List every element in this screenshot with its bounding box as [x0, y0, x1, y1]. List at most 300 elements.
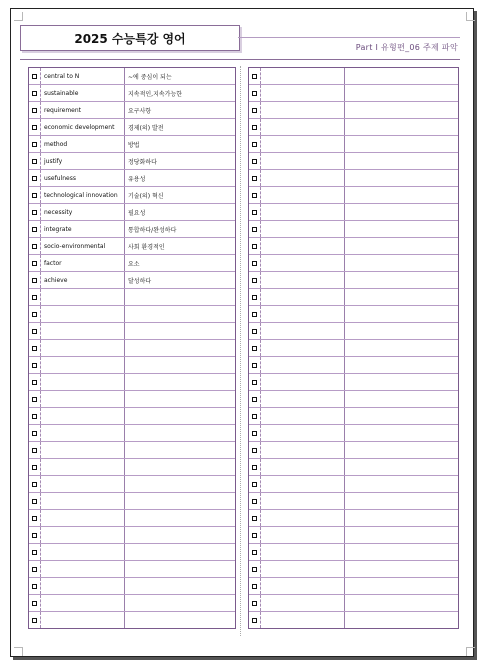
- vocab-row: [249, 340, 458, 357]
- vocab-meaning: ~에 중심이 되는: [125, 68, 236, 85]
- vocab-word: [261, 476, 345, 493]
- vocab-meaning: [125, 340, 236, 357]
- vocab-word: [41, 391, 125, 408]
- checkbox-square-icon[interactable]: [32, 312, 37, 317]
- vocab-word: [261, 85, 345, 102]
- checkbox-square-icon[interactable]: [252, 346, 257, 351]
- checkbox-square-icon[interactable]: [32, 465, 37, 470]
- checkbox-cell: [249, 425, 261, 442]
- checkbox-square-icon[interactable]: [252, 499, 257, 504]
- vocab-row: [29, 544, 235, 561]
- checkbox-cell: [29, 357, 41, 374]
- vocab-word: [41, 527, 125, 544]
- vocab-meaning: [345, 102, 459, 119]
- vocab-meaning: [345, 374, 459, 391]
- vocab-row: [249, 425, 458, 442]
- vocab-row: [249, 442, 458, 459]
- vocab-word: [261, 459, 345, 476]
- checkbox-cell: [249, 204, 261, 221]
- vocab-word: [261, 102, 345, 119]
- checkbox-square-icon[interactable]: [252, 431, 257, 436]
- checkbox-square-icon[interactable]: [252, 601, 257, 606]
- vocab-word: [41, 595, 125, 612]
- vocab-word: [41, 357, 125, 374]
- checkbox-cell: [249, 595, 261, 612]
- vocab-word: [41, 578, 125, 595]
- vocab-word: [41, 476, 125, 493]
- checkbox-cell: [29, 459, 41, 476]
- vocab-word: [261, 170, 345, 187]
- vocab-meaning: [125, 544, 236, 561]
- checkbox-cell: [29, 476, 41, 493]
- checkbox-cell: [29, 527, 41, 544]
- vocab-row: [249, 476, 458, 493]
- vocab-word: [261, 340, 345, 357]
- vocab-row: [29, 289, 235, 306]
- column-divider: [240, 66, 241, 636]
- checkbox-square-icon[interactable]: [252, 584, 257, 589]
- checkbox-cell: [249, 527, 261, 544]
- vocab-row: [29, 612, 235, 629]
- vocab-row: [249, 187, 458, 204]
- vocab-word: [41, 510, 125, 527]
- vocab-word: [261, 323, 345, 340]
- checkbox-cell: [29, 391, 41, 408]
- vocab-word: [261, 136, 345, 153]
- vocab-word: [41, 459, 125, 476]
- vocab-meaning: [345, 136, 459, 153]
- checkbox-cell: [29, 170, 41, 187]
- vocab-word: [41, 561, 125, 578]
- section-subtitle: Part Ⅰ 유형편_06 주제 파악: [355, 43, 458, 52]
- checkbox-cell: [249, 68, 261, 85]
- checkbox-square-icon[interactable]: [252, 193, 257, 198]
- vocab-word: [261, 595, 345, 612]
- vocab-word: [41, 612, 125, 629]
- checkbox-cell: [249, 170, 261, 187]
- checkbox-square-icon[interactable]: [252, 159, 257, 164]
- checkbox-square-icon[interactable]: [32, 329, 37, 334]
- checkbox-square-icon[interactable]: [32, 74, 37, 79]
- vocab-word: [261, 221, 345, 238]
- vocab-meaning: [345, 119, 459, 136]
- vocab-row: [249, 238, 458, 255]
- vocab-row: [29, 425, 235, 442]
- vocab-meaning: [125, 357, 236, 374]
- checkbox-square-icon[interactable]: [32, 176, 37, 181]
- vocab-row: [249, 153, 458, 170]
- checkbox-cell: [29, 187, 41, 204]
- vocab-row: [249, 68, 458, 85]
- checkbox-square-icon[interactable]: [252, 380, 257, 385]
- checkbox-square-icon[interactable]: [32, 601, 37, 606]
- checkbox-square-icon[interactable]: [32, 159, 37, 164]
- vocab-meaning: [125, 595, 236, 612]
- vocab-word: [261, 306, 345, 323]
- vocab-row: [29, 187, 235, 204]
- vocab-row: [29, 255, 235, 272]
- vocab-word: [261, 153, 345, 170]
- vocab-row: [29, 493, 235, 510]
- vocab-meaning: [345, 527, 459, 544]
- checkbox-cell: [249, 391, 261, 408]
- vocab-meaning: [345, 459, 459, 476]
- vocab-meaning: [125, 612, 236, 629]
- vocab-word: [261, 204, 345, 221]
- vocab-meaning: 달성하다: [125, 272, 236, 289]
- checkbox-square-icon[interactable]: [252, 465, 257, 470]
- checkbox-cell: [249, 136, 261, 153]
- checkbox-cell: [29, 510, 41, 527]
- vocab-meaning: [345, 204, 459, 221]
- vocab-row: [249, 170, 458, 187]
- vocab-meaning: [345, 595, 459, 612]
- vocab-row: [249, 578, 458, 595]
- vocab-row: [29, 476, 235, 493]
- checkbox-cell: [249, 612, 261, 629]
- checkbox-cell: [249, 357, 261, 374]
- vocab-meaning: [345, 561, 459, 578]
- checkbox-cell: [29, 408, 41, 425]
- vocab-meaning: [345, 272, 459, 289]
- checkbox-square-icon[interactable]: [32, 261, 37, 266]
- vocab-row: [29, 221, 235, 238]
- vocab-meaning: [345, 221, 459, 238]
- vocab-word: [261, 391, 345, 408]
- checkbox-square-icon[interactable]: [32, 533, 37, 538]
- checkbox-cell: [249, 340, 261, 357]
- checkbox-square-icon[interactable]: [252, 261, 257, 266]
- checkbox-cell: [29, 136, 41, 153]
- checkbox-cell: [249, 510, 261, 527]
- checkbox-square-icon[interactable]: [252, 210, 257, 215]
- vocab-meaning: [125, 442, 236, 459]
- vocab-word: technological innovation: [41, 187, 125, 204]
- vocab-word: [261, 68, 345, 85]
- vocab-row: [29, 238, 235, 255]
- vocab-row: [249, 493, 458, 510]
- checkbox-square-icon[interactable]: [32, 125, 37, 130]
- vocab-word: economic development: [41, 119, 125, 136]
- vocab-word: central to N: [41, 68, 125, 85]
- vocab-word: [261, 493, 345, 510]
- vocab-word: achieve: [41, 272, 125, 289]
- vocab-meaning: [345, 306, 459, 323]
- vocab-meaning: 지속적인,지속가능한: [125, 85, 236, 102]
- checkbox-square-icon[interactable]: [32, 91, 37, 96]
- checkbox-cell: [249, 561, 261, 578]
- vocab-row: [29, 578, 235, 595]
- vocab-row: [29, 595, 235, 612]
- checkbox-square-icon[interactable]: [252, 567, 257, 572]
- checkbox-square-icon[interactable]: [32, 295, 37, 300]
- vocab-meaning: [125, 408, 236, 425]
- checkbox-square-icon[interactable]: [252, 618, 257, 623]
- checkbox-cell: [29, 595, 41, 612]
- vocab-row: [29, 510, 235, 527]
- vocab-row: [249, 612, 458, 629]
- checkbox-cell: [249, 153, 261, 170]
- vocab-word: usefulness: [41, 170, 125, 187]
- checkbox-cell: [29, 255, 41, 272]
- vocab-word: [261, 527, 345, 544]
- vocab-meaning: [125, 459, 236, 476]
- vocab-row: [29, 527, 235, 544]
- vocab-word: necessity: [41, 204, 125, 221]
- checkbox-cell: [249, 85, 261, 102]
- checkbox-square-icon[interactable]: [32, 142, 37, 147]
- vocab-row: [29, 442, 235, 459]
- vocab-meaning: [345, 391, 459, 408]
- checkbox-square-icon[interactable]: [32, 550, 37, 555]
- checkbox-square-icon[interactable]: [32, 244, 37, 249]
- vocab-meaning: [345, 170, 459, 187]
- vocab-meaning: [345, 612, 459, 629]
- checkbox-square-icon[interactable]: [32, 193, 37, 198]
- vocab-meaning: [125, 391, 236, 408]
- checkbox-cell: [29, 238, 41, 255]
- checkbox-cell: [29, 340, 41, 357]
- vocab-meaning: [345, 255, 459, 272]
- checkbox-cell: [249, 289, 261, 306]
- checkbox-cell: [249, 238, 261, 255]
- vocab-meaning: [125, 323, 236, 340]
- vocab-word: [261, 408, 345, 425]
- checkbox-square-icon[interactable]: [252, 108, 257, 113]
- vocab-word: sustainable: [41, 85, 125, 102]
- checkbox-cell: [29, 561, 41, 578]
- vocab-meaning: [125, 527, 236, 544]
- vocab-word: [41, 306, 125, 323]
- checkbox-square-icon[interactable]: [32, 499, 37, 504]
- vocab-row: [29, 136, 235, 153]
- vocab-meaning: 기술(의) 혁신: [125, 187, 236, 204]
- checkbox-cell: [249, 408, 261, 425]
- vocab-word: [41, 544, 125, 561]
- vocab-row: [249, 391, 458, 408]
- checkbox-cell: [249, 323, 261, 340]
- vocab-row: [249, 374, 458, 391]
- vocab-meaning: 유용성: [125, 170, 236, 187]
- checkbox-square-icon[interactable]: [252, 414, 257, 419]
- vocab-word: [261, 357, 345, 374]
- checkbox-cell: [249, 187, 261, 204]
- checkbox-square-icon[interactable]: [252, 397, 257, 402]
- checkbox-cell: [29, 272, 41, 289]
- checkbox-square-icon[interactable]: [32, 431, 37, 436]
- crop-mark-top-left: [14, 12, 23, 21]
- checkbox-square-icon[interactable]: [252, 533, 257, 538]
- vocab-row: [29, 102, 235, 119]
- vocab-row: [249, 357, 458, 374]
- checkbox-square-icon[interactable]: [32, 482, 37, 487]
- checkbox-cell: [249, 374, 261, 391]
- checkbox-square-icon[interactable]: [252, 278, 257, 283]
- vocab-meaning: [345, 442, 459, 459]
- vocab-row: [29, 340, 235, 357]
- vocab-word: [261, 544, 345, 561]
- title-rule: [238, 37, 460, 38]
- header-divider: [20, 59, 460, 60]
- vocab-meaning: [125, 578, 236, 595]
- checkbox-square-icon[interactable]: [252, 227, 257, 232]
- vocab-list-left: [28, 67, 236, 629]
- vocab-row: [29, 408, 235, 425]
- vocab-word: [261, 510, 345, 527]
- checkbox-square-icon[interactable]: [252, 516, 257, 521]
- crop-mark-top-right: [466, 12, 475, 21]
- checkbox-square-icon[interactable]: [252, 550, 257, 555]
- vocab-row: [249, 527, 458, 544]
- checkbox-square-icon[interactable]: [252, 142, 257, 147]
- checkbox-cell: [29, 153, 41, 170]
- vocab-word: method: [41, 136, 125, 153]
- vocab-meaning: [345, 408, 459, 425]
- vocab-word: [41, 374, 125, 391]
- vocab-word: factor: [41, 255, 125, 272]
- checkbox-square-icon[interactable]: [32, 108, 37, 113]
- vocab-meaning: [125, 306, 236, 323]
- vocab-row: [249, 119, 458, 136]
- vocab-meaning: [345, 357, 459, 374]
- checkbox-square-icon[interactable]: [32, 448, 37, 453]
- checkbox-cell: [29, 102, 41, 119]
- checkbox-square-icon[interactable]: [32, 414, 37, 419]
- vocab-word: integrate: [41, 221, 125, 238]
- checkbox-cell: [249, 221, 261, 238]
- crop-mark-bottom-right: [466, 647, 475, 656]
- vocab-meaning: [125, 289, 236, 306]
- checkbox-square-icon[interactable]: [252, 91, 257, 96]
- checkbox-square-icon[interactable]: [32, 618, 37, 623]
- vocab-row: [249, 595, 458, 612]
- checkbox-cell: [249, 459, 261, 476]
- vocab-word: [41, 442, 125, 459]
- vocab-row: [249, 85, 458, 102]
- checkbox-cell: [249, 442, 261, 459]
- vocab-row: [249, 102, 458, 119]
- checkbox-square-icon[interactable]: [32, 380, 37, 385]
- vocab-meaning: [345, 578, 459, 595]
- vocab-word: [41, 408, 125, 425]
- checkbox-square-icon[interactable]: [32, 210, 37, 215]
- vocab-word: [261, 238, 345, 255]
- checkbox-cell: [29, 544, 41, 561]
- checkbox-square-icon[interactable]: [32, 278, 37, 283]
- checkbox-square-icon[interactable]: [252, 74, 257, 79]
- checkbox-square-icon[interactable]: [252, 176, 257, 181]
- vocab-meaning: [345, 153, 459, 170]
- vocab-meaning: 필요성: [125, 204, 236, 221]
- vocab-row: [249, 510, 458, 527]
- checkbox-square-icon[interactable]: [252, 329, 257, 334]
- vocab-row: [29, 306, 235, 323]
- vocab-word: [41, 425, 125, 442]
- vocab-row: [29, 119, 235, 136]
- vocab-row: [29, 391, 235, 408]
- vocab-row: [29, 68, 235, 85]
- vocab-row: [249, 255, 458, 272]
- vocab-meaning: 통합하다/완성하다: [125, 221, 236, 238]
- checkbox-square-icon[interactable]: [252, 244, 257, 249]
- vocab-row: [29, 357, 235, 374]
- vocab-meaning: [345, 323, 459, 340]
- vocab-row: [249, 306, 458, 323]
- vocab-word: [261, 374, 345, 391]
- checkbox-square-icon[interactable]: [32, 363, 37, 368]
- checkbox-cell: [29, 612, 41, 629]
- checkbox-square-icon[interactable]: [252, 312, 257, 317]
- vocab-word: socio-environmental: [41, 238, 125, 255]
- vocab-word: [261, 442, 345, 459]
- checkbox-cell: [29, 119, 41, 136]
- checkbox-cell: [249, 306, 261, 323]
- vocab-meaning: [345, 187, 459, 204]
- checkbox-square-icon[interactable]: [32, 227, 37, 232]
- vocab-row: [249, 408, 458, 425]
- checkbox-square-icon[interactable]: [252, 363, 257, 368]
- checkbox-square-icon[interactable]: [32, 584, 37, 589]
- checkbox-square-icon[interactable]: [32, 346, 37, 351]
- checkbox-square-icon[interactable]: [32, 516, 37, 521]
- checkbox-square-icon[interactable]: [252, 295, 257, 300]
- vocab-word: [41, 340, 125, 357]
- vocab-row: [29, 323, 235, 340]
- vocab-meaning: [345, 493, 459, 510]
- checkbox-cell: [29, 493, 41, 510]
- vocab-word: [41, 493, 125, 510]
- checkbox-cell: [249, 272, 261, 289]
- checkbox-square-icon[interactable]: [252, 448, 257, 453]
- vocab-row: [249, 561, 458, 578]
- vocab-word: [261, 119, 345, 136]
- vocab-word: [41, 289, 125, 306]
- checkbox-square-icon[interactable]: [252, 482, 257, 487]
- vocab-row: [29, 561, 235, 578]
- vocab-row: [249, 136, 458, 153]
- checkbox-square-icon[interactable]: [32, 397, 37, 402]
- checkbox-cell: [29, 85, 41, 102]
- vocab-meaning: [345, 340, 459, 357]
- checkbox-cell: [249, 476, 261, 493]
- vocab-word: [261, 272, 345, 289]
- vocab-row: [249, 544, 458, 561]
- checkbox-cell: [29, 68, 41, 85]
- checkbox-cell: [29, 578, 41, 595]
- checkbox-cell: [29, 289, 41, 306]
- vocab-meaning: [345, 289, 459, 306]
- checkbox-cell: [249, 578, 261, 595]
- vocab-word: [261, 561, 345, 578]
- vocab-meaning: [345, 476, 459, 493]
- vocab-word: [261, 425, 345, 442]
- vocab-word: requirement: [41, 102, 125, 119]
- vocab-meaning: 정당화하다: [125, 153, 236, 170]
- checkbox-square-icon[interactable]: [252, 125, 257, 130]
- vocab-row: [249, 289, 458, 306]
- vocab-row: [29, 153, 235, 170]
- checkbox-square-icon[interactable]: [32, 567, 37, 572]
- checkbox-cell: [249, 255, 261, 272]
- vocab-word: [261, 289, 345, 306]
- checkbox-cell: [29, 425, 41, 442]
- vocab-meaning: [345, 85, 459, 102]
- checkbox-cell: [29, 323, 41, 340]
- vocab-word: [41, 323, 125, 340]
- vocab-meaning: [345, 510, 459, 527]
- crop-mark-bottom-left: [14, 647, 23, 656]
- checkbox-cell: [29, 221, 41, 238]
